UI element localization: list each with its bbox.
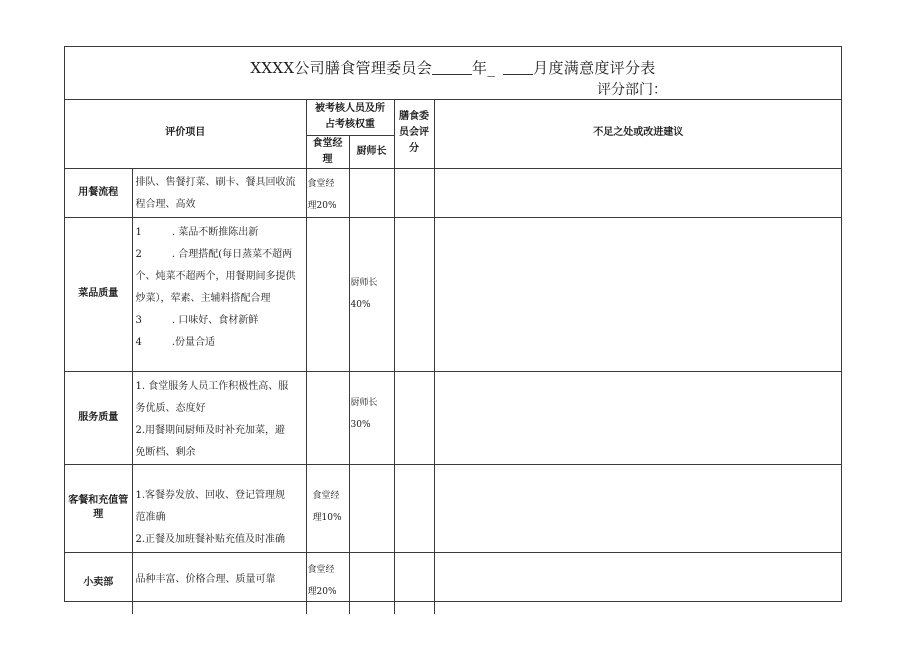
header-weight-group: 被考核人员及所占考核权重 <box>306 99 394 135</box>
chef-weight[interactable] <box>349 552 394 614</box>
committee-score-cell[interactable] <box>394 552 434 614</box>
evaluation-table <box>65 99 842 614</box>
title-underscore: _ <box>487 59 496 77</box>
row-category: 小卖部 <box>65 552 132 614</box>
chef-weight[interactable] <box>349 168 394 217</box>
chef-weight[interactable]: 厨师长 30% <box>349 371 394 464</box>
chef-weight[interactable] <box>349 464 394 552</box>
row-items: 1. 食堂服务人员工作积极性高、服 务优质、态度好 2.用餐期间厨师及时补充加菜，避 免断档、剩余 <box>132 371 306 464</box>
table-row <box>65 552 842 614</box>
header-item: 评价项目 <box>65 99 306 168</box>
chef-weight[interactable]: 厨师长 40% <box>349 217 394 371</box>
header-suggestion: 不足之处或改进建议 <box>434 99 842 168</box>
row-items: 品种丰富、价格合理、质量可靠 <box>132 552 306 614</box>
title-year: 年 <box>472 59 488 77</box>
manager-weight[interactable] <box>306 371 349 464</box>
table-row <box>65 371 842 464</box>
committee-score-cell[interactable] <box>394 371 434 464</box>
committee-score-cell[interactable] <box>394 464 434 552</box>
suggestion-cell[interactable] <box>434 217 842 371</box>
row-category: 用餐流程 <box>65 168 132 217</box>
manager-weight[interactable]: 食堂经 理20% <box>306 552 349 614</box>
month-blank[interactable] <box>503 60 533 75</box>
manager-weight[interactable] <box>306 217 349 371</box>
committee-score-cell[interactable] <box>394 168 434 217</box>
sheet-title <box>65 57 841 78</box>
title-month: 月度满意度评分表 <box>533 59 656 77</box>
table-row <box>65 217 842 371</box>
row-items: 1.客餐券发放、回收、登记管理规 范准确 2.正餐及加班餐补贴充值及时准确 <box>132 464 306 552</box>
title-prefix: XXXX公司膳食管理委员会 <box>250 59 433 77</box>
table-row <box>65 464 842 552</box>
suggestion-cell[interactable] <box>434 464 842 552</box>
row-items: 1 . 菜品不断推陈出新 2 . 合理搭配(每日蒸菜不超两 个、炖菜不超两个，用餐期间多提供 炒菜），荤素、主辅料搭配合理 3 . 口味好、食材新鲜 4 .份量合适 <box>132 217 306 371</box>
title-row <box>65 47 841 100</box>
year-blank[interactable] <box>432 60 472 75</box>
manager-weight[interactable]: 食堂经 理20% <box>306 168 349 217</box>
row-category: 客餐和充值管理 <box>65 464 132 552</box>
evaluation-sheet <box>64 46 842 602</box>
row-category: 菜品质量 <box>65 217 132 371</box>
committee-score-cell[interactable] <box>394 217 434 371</box>
suggestion-cell[interactable] <box>434 552 842 614</box>
header-canteen-manager: 食堂经理 <box>306 135 349 168</box>
row-category: 服务质量 <box>65 371 132 464</box>
suggestion-cell[interactable] <box>434 168 842 217</box>
manager-weight[interactable]: 食堂经 理10% <box>306 464 349 552</box>
header-committee-score: 膳食委员会评分 <box>394 99 434 168</box>
table-row <box>65 168 842 217</box>
header-chef: 厨师长 <box>349 135 394 168</box>
suggestion-cell[interactable] <box>434 371 842 464</box>
row-items: 排队、售餐打菜、刷卡、餐具回收流 程合理、高效 <box>132 168 306 217</box>
dept-label: 评分部门： <box>597 82 667 98</box>
